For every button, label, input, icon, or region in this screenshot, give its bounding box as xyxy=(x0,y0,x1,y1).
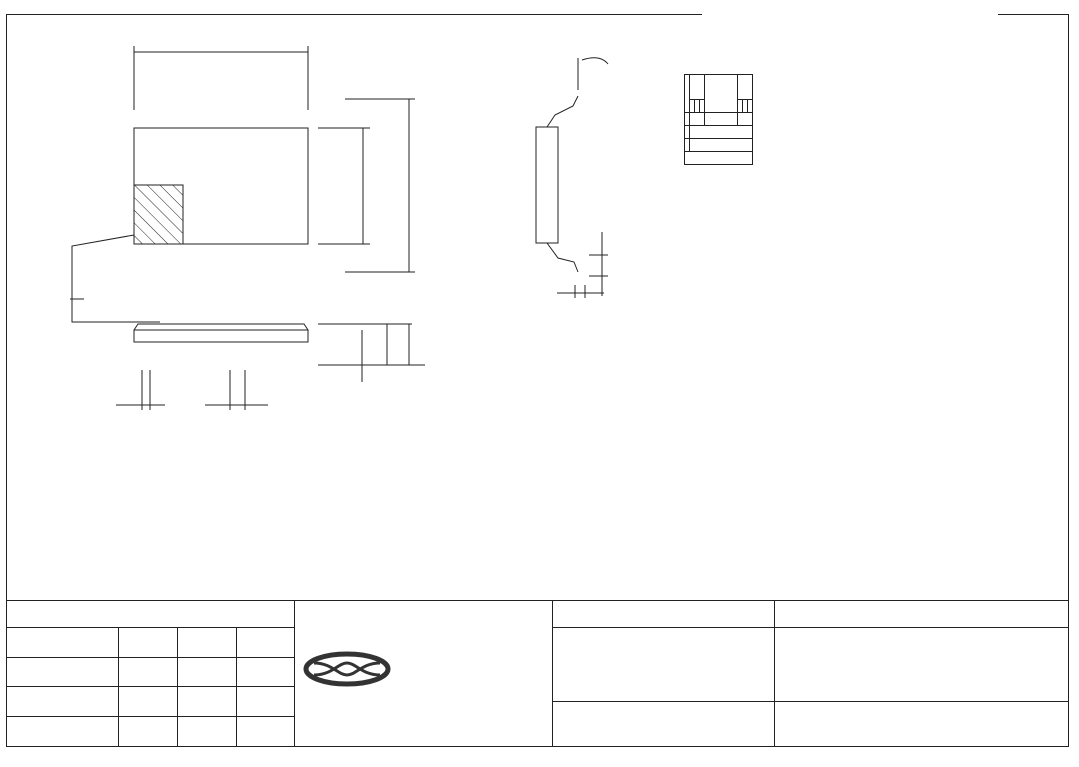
alt-dim-header xyxy=(738,75,753,88)
subheader-mm-max xyxy=(700,100,705,113)
end-view-body xyxy=(536,127,558,243)
jedec-conformance xyxy=(685,152,753,165)
alt-dim-unit xyxy=(738,87,753,100)
index-hatched-area xyxy=(134,185,183,244)
pin-features-label xyxy=(690,126,753,139)
dimension-table xyxy=(684,74,753,165)
title-block xyxy=(6,600,1069,747)
control-dim-unit xyxy=(690,87,705,100)
n-value xyxy=(690,139,753,152)
control-dim-header xyxy=(690,75,705,88)
zarlink-logo-icon xyxy=(302,647,392,693)
table-row xyxy=(685,113,753,126)
subheader-in-max xyxy=(748,100,753,113)
